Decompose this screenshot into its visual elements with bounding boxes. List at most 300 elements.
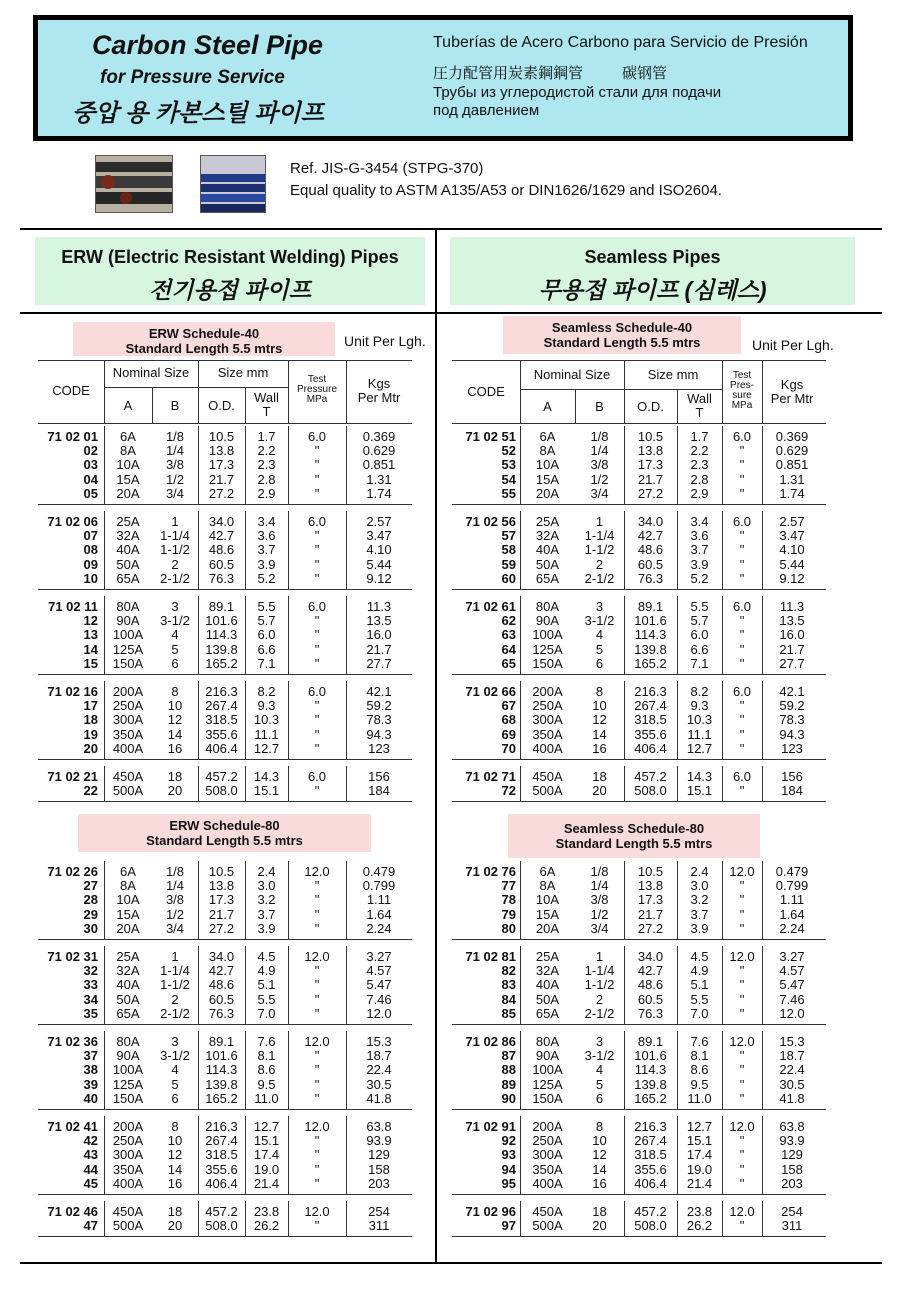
cell-a: 350A xyxy=(532,726,563,742)
cell-wall: 26.2 xyxy=(253,1218,280,1234)
cell-kgs: 4.57 xyxy=(779,963,805,979)
cell-test: " xyxy=(739,920,745,936)
cell-wall: 15.1 xyxy=(686,1133,713,1149)
grid-line xyxy=(677,511,678,589)
group-separator xyxy=(452,1109,826,1110)
cell-od: 17.3 xyxy=(208,457,235,473)
cell-test: " xyxy=(739,712,745,728)
cell-od: 216.3 xyxy=(205,684,238,699)
cell-b: 8 xyxy=(171,684,179,699)
cell-test: " xyxy=(739,641,745,657)
cell-code: 19 xyxy=(83,726,98,742)
grid-line xyxy=(520,426,521,504)
cell-test: " xyxy=(314,712,320,728)
cell-test: " xyxy=(314,528,320,544)
cell-od: 457.2 xyxy=(205,1204,238,1219)
cell-a: 90A xyxy=(535,1048,560,1064)
cell-test: " xyxy=(314,1147,320,1163)
cell-b: 3 xyxy=(595,599,604,614)
cell-wall: 3.7 xyxy=(257,906,276,922)
cell-code: 71 02 66 xyxy=(465,684,516,699)
cell-test: " xyxy=(314,613,320,629)
cell-wall: 11.1 xyxy=(687,726,712,742)
cell-od: 457.2 xyxy=(205,769,238,784)
cell-wall: 9.3 xyxy=(257,698,276,714)
grid-line xyxy=(677,596,678,674)
cell-code: 79 xyxy=(501,906,516,922)
cell-b: 1-1/4 xyxy=(160,528,190,544)
cell-wall: 3.9 xyxy=(690,556,709,572)
cell-a: 450A xyxy=(112,1204,144,1219)
cell-od: 60.5 xyxy=(637,991,664,1007)
group-separator xyxy=(452,1236,826,1237)
cell-wall: 2.8 xyxy=(257,471,276,487)
cell-wall: 14.3 xyxy=(253,769,280,784)
cell-wall: 6.0 xyxy=(690,627,709,643)
cell-kgs: 11.3 xyxy=(366,599,392,614)
cell-a: 15A xyxy=(116,906,140,922)
cell-test: " xyxy=(314,457,320,473)
cell-b: 1/8 xyxy=(590,429,609,444)
group-separator xyxy=(452,759,826,760)
grid-line xyxy=(722,766,723,801)
cell-wall: 3.2 xyxy=(257,892,276,908)
cell-test: " xyxy=(314,1218,320,1234)
cell-a: 200A xyxy=(112,1119,144,1134)
col-nominal: Nominal Size xyxy=(533,367,611,382)
cell-test: 6.0 xyxy=(732,684,752,699)
cell-kgs: 22.4 xyxy=(366,1062,392,1078)
cell-b: 12 xyxy=(592,1147,607,1163)
cell-od: 10.5 xyxy=(637,864,664,879)
cell-code: 97 xyxy=(501,1218,516,1234)
cell-b: 16 xyxy=(592,1175,607,1191)
cell-kgs: 94.3 xyxy=(779,726,805,742)
cell-wall: 3.2 xyxy=(690,892,709,908)
grid-line xyxy=(288,946,289,1024)
col-wall: Wall xyxy=(687,391,712,406)
cell-code: 13 xyxy=(83,627,98,643)
grid-line xyxy=(104,766,105,801)
cell-a: 250A xyxy=(112,1133,144,1149)
cell-code: 71 02 31 xyxy=(47,949,98,964)
cell-wall: 8.6 xyxy=(690,1062,709,1078)
cell-od: 508.0 xyxy=(634,783,667,799)
grid-line xyxy=(245,766,246,801)
grid-line xyxy=(677,1201,678,1236)
cell-b: 1-1/4 xyxy=(584,963,615,979)
cell-a: 8A xyxy=(539,443,556,459)
cell-code: 29 xyxy=(83,906,98,922)
cell-kgs: 4.57 xyxy=(366,963,392,979)
cell-od: 76.3 xyxy=(637,1005,664,1021)
cell-b: 1/8 xyxy=(590,864,609,879)
cell-b: 18 xyxy=(592,1204,607,1219)
cell-b: 1 xyxy=(595,949,604,964)
cell-a: 300A xyxy=(112,712,144,728)
cell-kgs: 41.8 xyxy=(779,1090,805,1106)
cell-b: 1-1/2 xyxy=(584,542,615,558)
cell-od: 139.8 xyxy=(634,641,667,657)
cell-test: 12.0 xyxy=(304,1204,330,1219)
erw-section-header xyxy=(35,237,425,305)
cell-test: " xyxy=(314,570,320,586)
grid-line xyxy=(762,681,763,759)
cell-a: 8A xyxy=(120,878,136,894)
cell-code: 30 xyxy=(83,920,98,936)
cell-test: " xyxy=(739,977,745,993)
cell-kgs: 30.5 xyxy=(779,1076,805,1092)
cell-b: 16 xyxy=(167,1175,183,1191)
cell-kgs: 0.799 xyxy=(775,878,809,894)
cell-kgs: 42.1 xyxy=(366,684,392,699)
cell-od: 27.2 xyxy=(637,920,664,936)
cell-test: " xyxy=(314,783,320,799)
cell-wall: 7.1 xyxy=(257,655,276,671)
cell-code: 22 xyxy=(83,783,98,799)
cell-b: 4 xyxy=(595,627,604,643)
group-separator xyxy=(38,1109,412,1110)
cell-od: 457.2 xyxy=(634,1204,667,1219)
group-separator xyxy=(38,759,412,760)
cell-wall: 10.3 xyxy=(686,712,713,728)
cell-a: 500A xyxy=(532,1218,563,1234)
cell-test: " xyxy=(739,556,745,572)
cell-kgs: 1.64 xyxy=(779,906,805,922)
grid-line xyxy=(762,1201,763,1236)
col-wall: Wall xyxy=(254,390,279,405)
cell-a: 80A xyxy=(535,1034,560,1049)
cell-wall: 3.9 xyxy=(257,920,276,936)
cell-od: 34.0 xyxy=(637,949,664,964)
cell-b: 1-1/4 xyxy=(160,963,190,979)
cell-kgs: 184 xyxy=(368,783,390,799)
grid-line xyxy=(520,389,722,390)
group-separator xyxy=(452,504,826,505)
cell-kgs: 13.5 xyxy=(779,613,805,629)
cell-wall: 3.7 xyxy=(690,542,709,558)
cell-od: 267.4 xyxy=(205,698,238,714)
cell-a: 20A xyxy=(116,485,140,501)
grid-line xyxy=(520,1116,521,1194)
cell-od: 165.2 xyxy=(634,1090,667,1106)
cell-b: 1/2 xyxy=(165,471,185,487)
col-code: CODE xyxy=(467,384,505,399)
grid-line xyxy=(624,511,625,589)
cell-wall: 2.4 xyxy=(690,864,709,879)
cell-code: 05 xyxy=(83,485,98,501)
cell-code: 33 xyxy=(83,977,98,993)
cell-test: " xyxy=(739,963,745,979)
cell-wall: 8.1 xyxy=(690,1048,709,1064)
cell-a: 25A xyxy=(116,514,140,529)
divider-left-header xyxy=(20,312,435,314)
cell-wall: 21.4 xyxy=(686,1175,713,1191)
grid-line xyxy=(624,1031,625,1109)
cell-od: 34.0 xyxy=(208,514,235,529)
cell-test: " xyxy=(314,977,320,993)
grid-line xyxy=(346,946,347,1024)
grid-line xyxy=(520,1031,521,1109)
cell-wall: 12.7 xyxy=(686,740,713,756)
grid-line xyxy=(245,426,246,504)
cell-b: 16 xyxy=(167,740,183,756)
cell-b: 3/4 xyxy=(165,485,185,501)
cell-test: " xyxy=(314,991,320,1007)
cell-b: 3/4 xyxy=(590,485,609,501)
cell-wall: 8.6 xyxy=(257,1062,276,1078)
cell-kgs: 0.369 xyxy=(775,429,809,444)
cell-a: 300A xyxy=(532,1147,563,1163)
cell-test: " xyxy=(314,542,320,558)
cell-wall: 12.7 xyxy=(686,1119,713,1134)
cell-a: 65A xyxy=(116,1005,140,1021)
cell-b: 14 xyxy=(592,1161,607,1177)
cell-b: 3-1/2 xyxy=(584,613,615,629)
cell-kgs: 129 xyxy=(781,1147,803,1163)
erw40-schedule: ERW Schedule-40 xyxy=(148,326,260,341)
grid-line xyxy=(762,511,763,589)
grid-line xyxy=(198,511,199,589)
cell-kgs: 1.74 xyxy=(366,485,392,501)
cell-a: 100A xyxy=(532,627,563,643)
cell-test: " xyxy=(314,906,320,922)
cell-a: 10A xyxy=(116,457,140,473)
cell-test: " xyxy=(739,892,745,908)
cell-code: 55 xyxy=(501,485,516,501)
cell-od: 114.3 xyxy=(634,1062,667,1078)
cell-kgs: 0.369 xyxy=(362,429,396,444)
cell-kgs: 156 xyxy=(368,769,390,784)
cell-kgs: 63.8 xyxy=(366,1119,392,1134)
grid-line xyxy=(722,1201,723,1236)
cell-test: " xyxy=(739,1090,745,1106)
grid-line xyxy=(624,426,625,504)
group-separator xyxy=(38,589,412,590)
cell-b: 2 xyxy=(595,556,604,572)
cell-kgs: 184 xyxy=(781,783,803,799)
grid-line xyxy=(198,426,199,504)
cell-od: 17.3 xyxy=(637,892,664,908)
cell-a: 20A xyxy=(535,485,560,501)
cell-a: 200A xyxy=(532,1119,563,1134)
grid-line xyxy=(245,1201,246,1236)
cell-code: 44 xyxy=(83,1161,98,1177)
cell-wall: 5.5 xyxy=(690,599,709,614)
cell-wall: 12.7 xyxy=(253,740,280,756)
cell-code: 71 02 91 xyxy=(465,1119,516,1134)
cell-test: " xyxy=(314,1175,320,1191)
pipe-photo-2 xyxy=(200,155,266,213)
cell-test: 12.0 xyxy=(304,949,330,964)
grid-line xyxy=(624,1116,625,1194)
cell-code: 71 02 06 xyxy=(47,514,98,529)
cell-kgs: 0.799 xyxy=(362,878,396,894)
grid-line xyxy=(104,426,105,504)
grid-line xyxy=(452,360,826,361)
cell-kgs: 123 xyxy=(781,740,803,756)
cell-wall: 14.3 xyxy=(686,769,713,784)
grid-line xyxy=(624,596,625,674)
seam80-schedule-label xyxy=(508,814,760,858)
cell-kgs: 129 xyxy=(368,1147,390,1163)
grid-line xyxy=(245,946,246,1024)
cell-kgs: 3.27 xyxy=(779,949,805,964)
cell-kgs: 78.3 xyxy=(366,712,392,728)
grid-line xyxy=(677,1116,678,1194)
grid-line xyxy=(762,596,763,674)
grid-line xyxy=(677,681,678,759)
cell-od: 508.0 xyxy=(205,783,238,799)
grid-line xyxy=(722,861,723,939)
grid-line xyxy=(722,946,723,1024)
cell-kgs: 9.12 xyxy=(366,570,392,586)
grid-line xyxy=(624,681,625,759)
cell-od: 101.6 xyxy=(634,1048,667,1064)
cell-b: 6 xyxy=(171,655,179,671)
grid-line xyxy=(288,426,289,504)
grid-line xyxy=(198,861,199,939)
cell-code: 39 xyxy=(83,1076,98,1092)
cell-b: 6 xyxy=(171,1090,179,1106)
cell-od: 27.2 xyxy=(208,485,235,501)
grid-line xyxy=(762,946,763,1024)
seam40-schedule-label xyxy=(503,316,741,354)
cell-code: 71 02 11 xyxy=(48,599,98,614)
cell-wall: 5.1 xyxy=(690,977,709,993)
cell-a: 25A xyxy=(535,514,560,529)
cell-a: 40A xyxy=(535,542,560,558)
cell-b: 20 xyxy=(592,1218,607,1234)
cell-code: 71 02 21 xyxy=(47,769,98,784)
cell-code: 71 02 96 xyxy=(465,1204,516,1219)
cell-b: 6 xyxy=(595,655,604,671)
grid-line xyxy=(288,511,289,589)
cell-od: 10.5 xyxy=(208,864,235,879)
cell-kgs: 59.2 xyxy=(366,698,392,714)
cell-kgs: 21.7 xyxy=(366,641,392,657)
grid-line xyxy=(346,1031,347,1109)
erw80-schedule-label xyxy=(78,814,371,852)
cell-b: 1/4 xyxy=(590,443,609,459)
cell-od: 165.2 xyxy=(205,655,238,671)
cell-code: 95 xyxy=(501,1175,516,1191)
seamless-section-title: Seamless Pipes xyxy=(584,247,721,267)
cell-kgs: 3.47 xyxy=(366,528,392,544)
cell-wall: 3.9 xyxy=(257,556,276,572)
cell-od: 48.6 xyxy=(637,542,664,558)
cell-test: " xyxy=(739,1147,745,1163)
cell-kgs: 3.47 xyxy=(779,528,805,544)
cell-code: 10 xyxy=(83,570,98,586)
cell-b: 1-1/2 xyxy=(584,977,615,993)
cell-od: 216.3 xyxy=(634,684,667,699)
grid-line xyxy=(198,1116,199,1194)
cell-kgs: 18.7 xyxy=(366,1048,392,1064)
cell-kgs: 5.44 xyxy=(779,556,805,572)
cell-test: 12.0 xyxy=(304,864,330,879)
cell-code: 59 xyxy=(501,556,516,572)
group-separator xyxy=(452,589,826,590)
title-russian-line2: под давлением xyxy=(433,102,540,119)
seamless-section-title-korean: 무용접 파이프 (심레스) xyxy=(538,277,767,303)
cell-od: 406.4 xyxy=(634,1175,667,1191)
cell-a: 65A xyxy=(116,570,140,586)
divider-top xyxy=(20,228,882,230)
cell-code: 43 xyxy=(83,1147,98,1163)
cell-wall: 6.6 xyxy=(690,641,709,657)
col-a: A xyxy=(123,398,133,413)
grid-line xyxy=(104,596,105,674)
cell-b: 1/4 xyxy=(590,878,609,894)
cell-od: 508.0 xyxy=(205,1218,238,1234)
grid-line xyxy=(198,1031,199,1109)
grid-line xyxy=(722,681,723,759)
cell-b: 2 xyxy=(171,991,179,1007)
cell-b: 1-1/4 xyxy=(584,528,615,544)
cell-b: 8 xyxy=(595,1119,604,1134)
grid-line xyxy=(245,861,246,939)
cell-code: 83 xyxy=(501,977,516,993)
cell-b: 5 xyxy=(171,641,179,657)
group-separator xyxy=(38,1024,412,1025)
cell-od: 114.3 xyxy=(205,1062,238,1078)
cell-b: 20 xyxy=(592,783,607,799)
cell-od: 42.7 xyxy=(637,963,664,979)
grid-line xyxy=(722,596,723,674)
cell-test: " xyxy=(739,1076,745,1092)
cell-od: 48.6 xyxy=(637,977,664,993)
cell-test: 6.0 xyxy=(732,514,752,529)
cell-test: 12.0 xyxy=(729,949,755,964)
cell-code: 93 xyxy=(501,1147,516,1163)
cell-kgs: 2.57 xyxy=(779,514,805,529)
cell-code: 85 xyxy=(501,1005,516,1021)
cell-a: 50A xyxy=(535,556,560,572)
cell-test: " xyxy=(314,556,320,572)
cell-a: 32A xyxy=(116,528,140,544)
cell-kgs: 158 xyxy=(368,1161,390,1177)
cell-b: 10 xyxy=(167,1133,183,1149)
cell-kgs: 93.9 xyxy=(779,1133,805,1149)
cell-code: 71 02 86 xyxy=(465,1034,516,1049)
cell-code: 94 xyxy=(501,1161,516,1177)
cell-test: " xyxy=(314,443,320,459)
cell-od: 165.2 xyxy=(205,1090,238,1106)
cell-test: " xyxy=(739,726,745,742)
cell-wall: 12.7 xyxy=(253,1119,280,1134)
cell-a: 40A xyxy=(116,977,140,993)
cell-wall: 19.0 xyxy=(253,1161,280,1177)
cell-wall: 17.4 xyxy=(686,1147,713,1163)
cell-b: 3-1/2 xyxy=(160,1048,190,1064)
col-b: B xyxy=(595,399,604,414)
cell-b: 16 xyxy=(592,740,607,756)
cell-code: 08 xyxy=(83,542,98,558)
cell-a: 65A xyxy=(535,1005,560,1021)
cell-a: 150A xyxy=(532,1090,563,1106)
cell-wall: 10.3 xyxy=(253,712,280,728)
cell-od: 101.6 xyxy=(205,1048,238,1064)
cell-code: 80 xyxy=(501,920,516,936)
cell-b: 5 xyxy=(595,1076,604,1092)
grid-line xyxy=(288,596,289,674)
col-wall-t: T xyxy=(695,405,704,420)
divider-bottom xyxy=(20,1262,882,1264)
grid-line xyxy=(288,766,289,801)
cell-b: 12 xyxy=(167,712,183,728)
cell-kgs: 203 xyxy=(781,1175,803,1191)
